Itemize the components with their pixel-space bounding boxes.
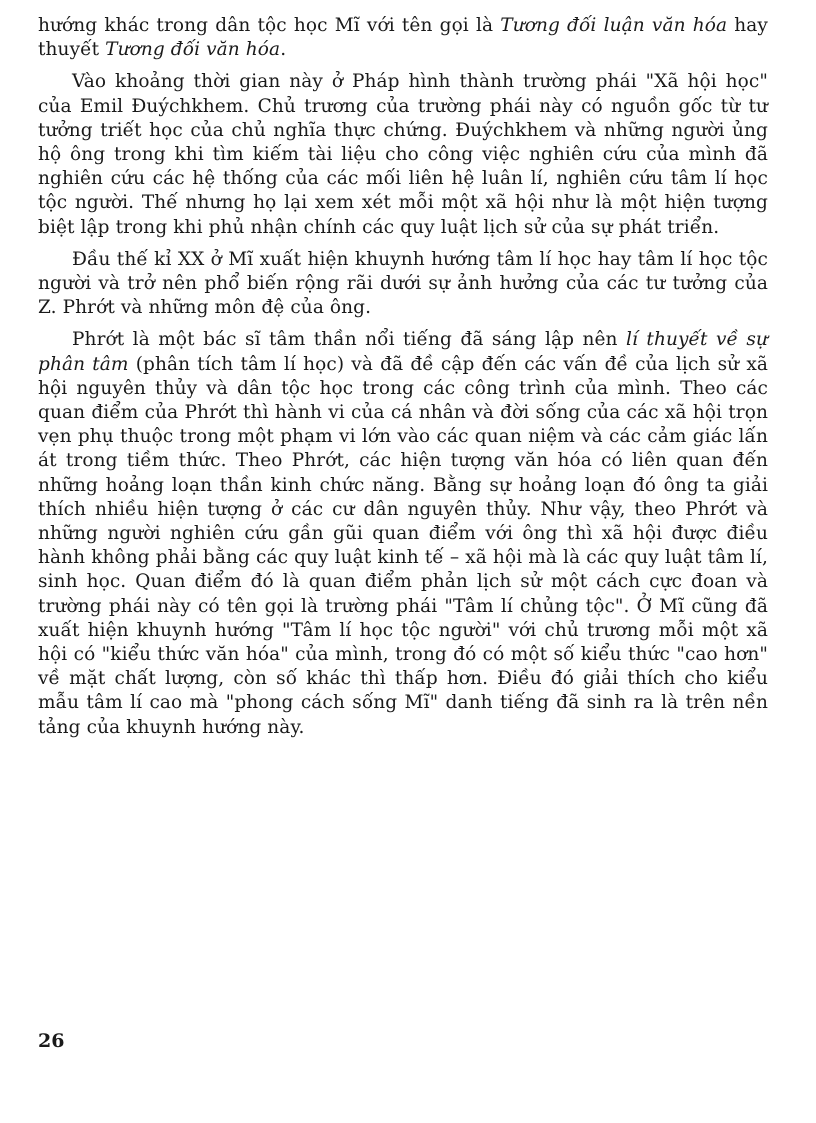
paragraph-1-italic-1: Tương đối luận văn hóa: [500, 15, 728, 36]
paragraph-1: [38, 14, 768, 62]
paragraph-1-text-1: hướng khác trong dân tộc học Mĩ với tên gọi là: [38, 15, 501, 36]
paragraph-3: [38, 248, 768, 321]
paragraph-3-text: Đầu thế kỉ XX ở Mĩ xuất hiện khuynh hướng tâm lí học hay tâm lí học tộc người và trở nên phổ biến rộng rãi dưới sự ảnh hưởng của các tư tưởng của Z. Phrớt và những môn đệ của ông.: [38, 248, 768, 319]
paragraph-2: [38, 70, 768, 239]
document-page: [38, 14, 768, 748]
page-number: 26: [38, 1030, 65, 1052]
paragraph-4-italic-1: lí thuyết về sự phân tâm: [38, 329, 769, 375]
paragraph-4: [38, 328, 768, 739]
paragraph-1-text-2: hay thuyết: [38, 15, 768, 61]
paragraph-1-text-3: .: [280, 39, 287, 61]
paragraph-2-text: Vào khoảng thời gian này ở Pháp hình thành trường phái "Xã hội học" của Emil Đuýchkhem. Chủ trương của trường phái này có nguồn gốc từ tư tưởng triết học của chủ nghĩa thực chứng. Đuýchkhem và những người ủng hộ ông trong khi tìm kiếm tài liệu cho công việc nghiên cứu của mình đã nghiên cứu các hệ thống của các mối liên hệ luân lí, nghiên cứu tâm lí học tộc người. Thế nhưng họ lại xem xét mỗi một xã hội như là một hiện tượng biệt lập trong khi phủ nhận chính các quy luật lịch sử của sự phát triển.: [38, 71, 768, 238]
paragraph-4-text-1: Phrớt là một bác sĩ tâm thần nổi tiếng đã sáng lập nên: [72, 329, 626, 351]
paragraph-4-text-2: (phân tích tâm lí học) và đã đề cập đến các vấn đề của lịch sử xã hội nguyên thủy và dân tộc học trong các công trình của mình. Theo các quan điểm của Phrớt thì hành vi của cá nhân và đời sống của các xã hội trọn vẹn phụ thuộc trong một phạm vi lớn vào các quan niệm và các cảm giác lấn át trong tiềm thức. Theo Phrớt, các hiện tượng văn hóa có liên quan đến những hoảng loạn thần kinh chức năng. Bằng sự hoảng loạn đó ông ta giải thích nhiều hiện tượng ở các cư dân nguyên thủy. Như vậy, theo Phrớt và những người nghiên cứu gần gũi quan điểm với ông thì xã hội được điều hành không phải bằng các quy luật kinh tế – xã hội mà là các quy luật tâm lí, sinh học. Quan điểm đó là quan điểm phản lịch sử một cách cực đoan và trường phái này có tên gọi là trường phái "Tâm lí chủng tộc". Ở Mĩ cũng đã xuất hiện khuynh hướng "Tâm lí học tộc người" với chủ trương mỗi một xã hội có "kiểu thức văn hóa" của mình, trong đó có một số kiểu thức "cao hơn" về mặt chất lượng, còn số khác thì thấp hơn. Điều đó giải thích cho kiểu mẫu tâm lí cao mà "phong cách sống Mĩ" danh tiếng đã sinh ra là trên nền tảng của khuynh hướng này.: [38, 353, 768, 738]
paragraph-1-italic-2: Tương đối văn hóa: [105, 39, 281, 61]
